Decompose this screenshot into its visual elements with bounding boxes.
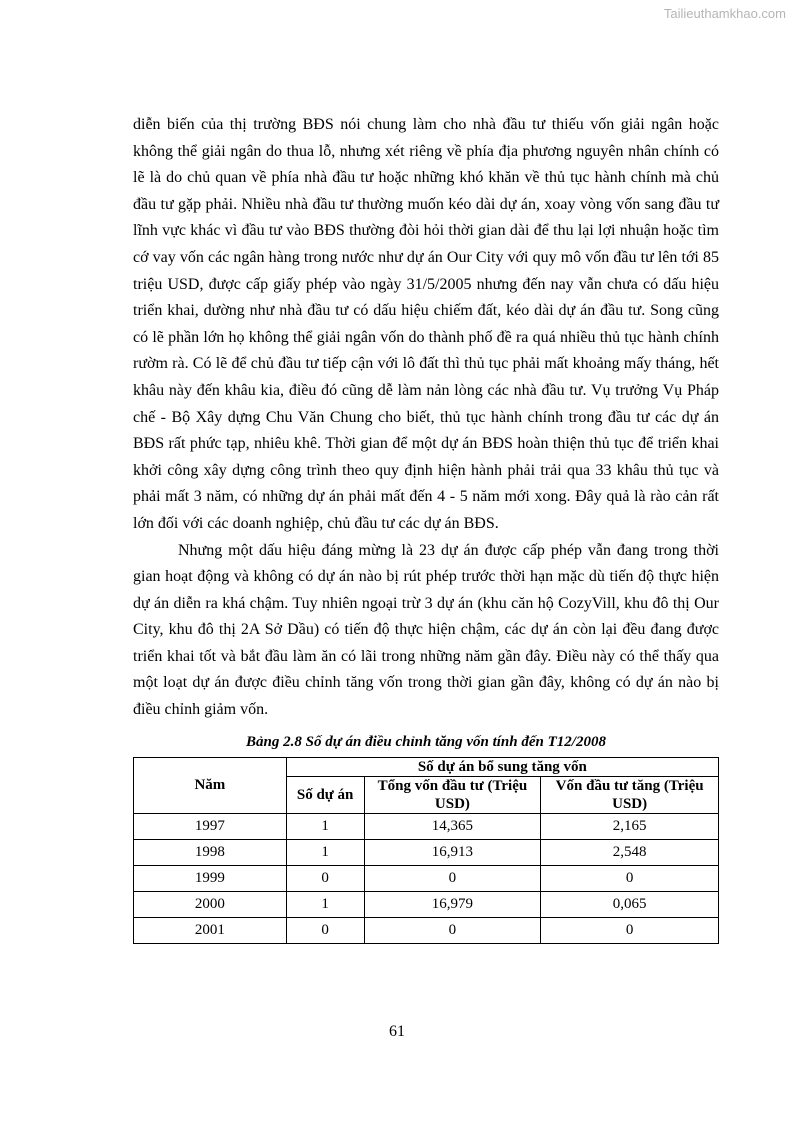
cell-increase: 2,165: [541, 813, 719, 839]
cell-increase: 0,065: [541, 891, 719, 917]
cell-year: 1998: [134, 839, 287, 865]
cell-count: 0: [286, 865, 364, 891]
cell-year: 2000: [134, 891, 287, 917]
table-row: [134, 917, 719, 943]
table-row: [134, 865, 719, 891]
cell-total: 0: [364, 917, 541, 943]
table-row: [134, 813, 719, 839]
cell-count: 1: [286, 891, 364, 917]
page-number: 61: [389, 1023, 405, 1040]
cell-increase: 2,548: [541, 839, 719, 865]
header-group: Số dự án bổ sung tăng vốn: [286, 757, 718, 776]
cell-total: 0: [364, 865, 541, 891]
cell-count: 0: [286, 917, 364, 943]
cell-year: 2001: [134, 917, 287, 943]
paragraph-2: Nhưng một dấu hiệu đáng mừng là 23 dự án được cấp phép vẫn đang trong thời gian hoạt động và không có dự án nào bị rút phép trước thời hạn mặc dù tiến độ thực hiện dự án diễn ra khá chậm. Tuy nhiên ngoại trừ 3 dự án (khu căn hộ CozyVill, khu đô thị Our City, khu đô thị 2A Sở Dầu) có tiến độ thực hiện chậm, các dự án còn lại đều đang được triển khai tốt và bắt đầu làm ăn có lãi trong những năm gần đây. Điều này có thể thấy qua một loạt dự án được điều chỉnh tăng vốn trong thời gian gần đây, không có dự án nào bị điều chỉnh giảm vốn.: [133, 541, 719, 719]
header-total: Tổng vốn đầu tư (Triệu USD): [364, 776, 541, 813]
table-row: [134, 839, 719, 865]
cell-increase: 0: [541, 865, 719, 891]
paragraph-1: diễn biến của thị trường BĐS nói chung làm cho nhà đầu tư thiếu vốn giải ngân hoặc không thể giải ngân do thua lỗ, nhưng xét riêng về phía địa phương nguyên nhân chính có lẽ là do chủ quan về phía nhà đầu tư hoặc những khó khăn về thủ tục hành chính mà chủ đầu tư gặp phải. Nhiều nhà đầu tư thường muốn kéo dài dự án, xoay vòng vốn sang đầu tư lĩnh vực khác vì đầu tư vào BĐS thường đòi hỏi thời gian dài để thu lại lợi nhuận hoặc tìm cớ vay vốn các ngân hàng trong nước như dự án Our City với quy mô vốn đầu tư lên tới 85 triệu USD, được cấp giấy phép vào ngày 31/5/2005 nhưng đến nay vẫn chưa có dấu hiệu triển khai, dường như nhà đầu tư có dấu hiệu chiếm đất, kéo dài dự án đầu tư. Song cũng có lẽ phần lớn họ không thể giải ngân vốn do thành phố đề ra quá nhiều thủ tục hành chính rườm rà. Có lẽ để chủ đầu tư tiếp cận với lô đất thì thủ tục phải mất khoảng mấy tháng, hết khâu này đến khâu kia, điều đó cũng dễ làm nản lòng các nhà đầu tư. Vụ trưởng Vụ Pháp chế - Bộ Xây dựng Chu Văn Chung cho biết, thủ tục hành chính trong đầu tư các dự án BĐS rất phức tạp, nhiêu khê. Thời gian để một dự án BĐS hoàn thiện thủ tục để triển khai khởi công xây dựng công trình theo quy định hiện hành phải trải qua 33 khâu thủ tục và phải mất 3 năm, có những dự án phải mất đến 4 - 5 năm mới xong. Đây quả là rào cản rất lớn đối với các doanh nghiệp, chủ đầu tư các dự án BĐS.: [133, 116, 719, 532]
cell-total: 14,365: [364, 813, 541, 839]
cell-year: 1999: [134, 865, 287, 891]
cell-increase: 0: [541, 917, 719, 943]
cell-year: 1997: [134, 813, 287, 839]
cell-count: 1: [286, 813, 364, 839]
table-row: [134, 891, 719, 917]
page-body: [133, 112, 719, 944]
header-count: Số dự án: [286, 776, 364, 813]
header-year: Năm: [134, 757, 287, 813]
header-increase: Vốn đầu tư tăng (Triệu USD): [541, 776, 719, 813]
cell-total: 16,979: [364, 891, 541, 917]
cell-total: 16,913: [364, 839, 541, 865]
cell-count: 1: [286, 839, 364, 865]
watermark: Tailieuthamkhao.com: [663, 6, 786, 21]
capital-increase-table: [133, 757, 719, 944]
table-caption: Bảng 2.8 Số dự án điều chỉnh tăng vốn tính đến T12/2008: [246, 733, 606, 750]
